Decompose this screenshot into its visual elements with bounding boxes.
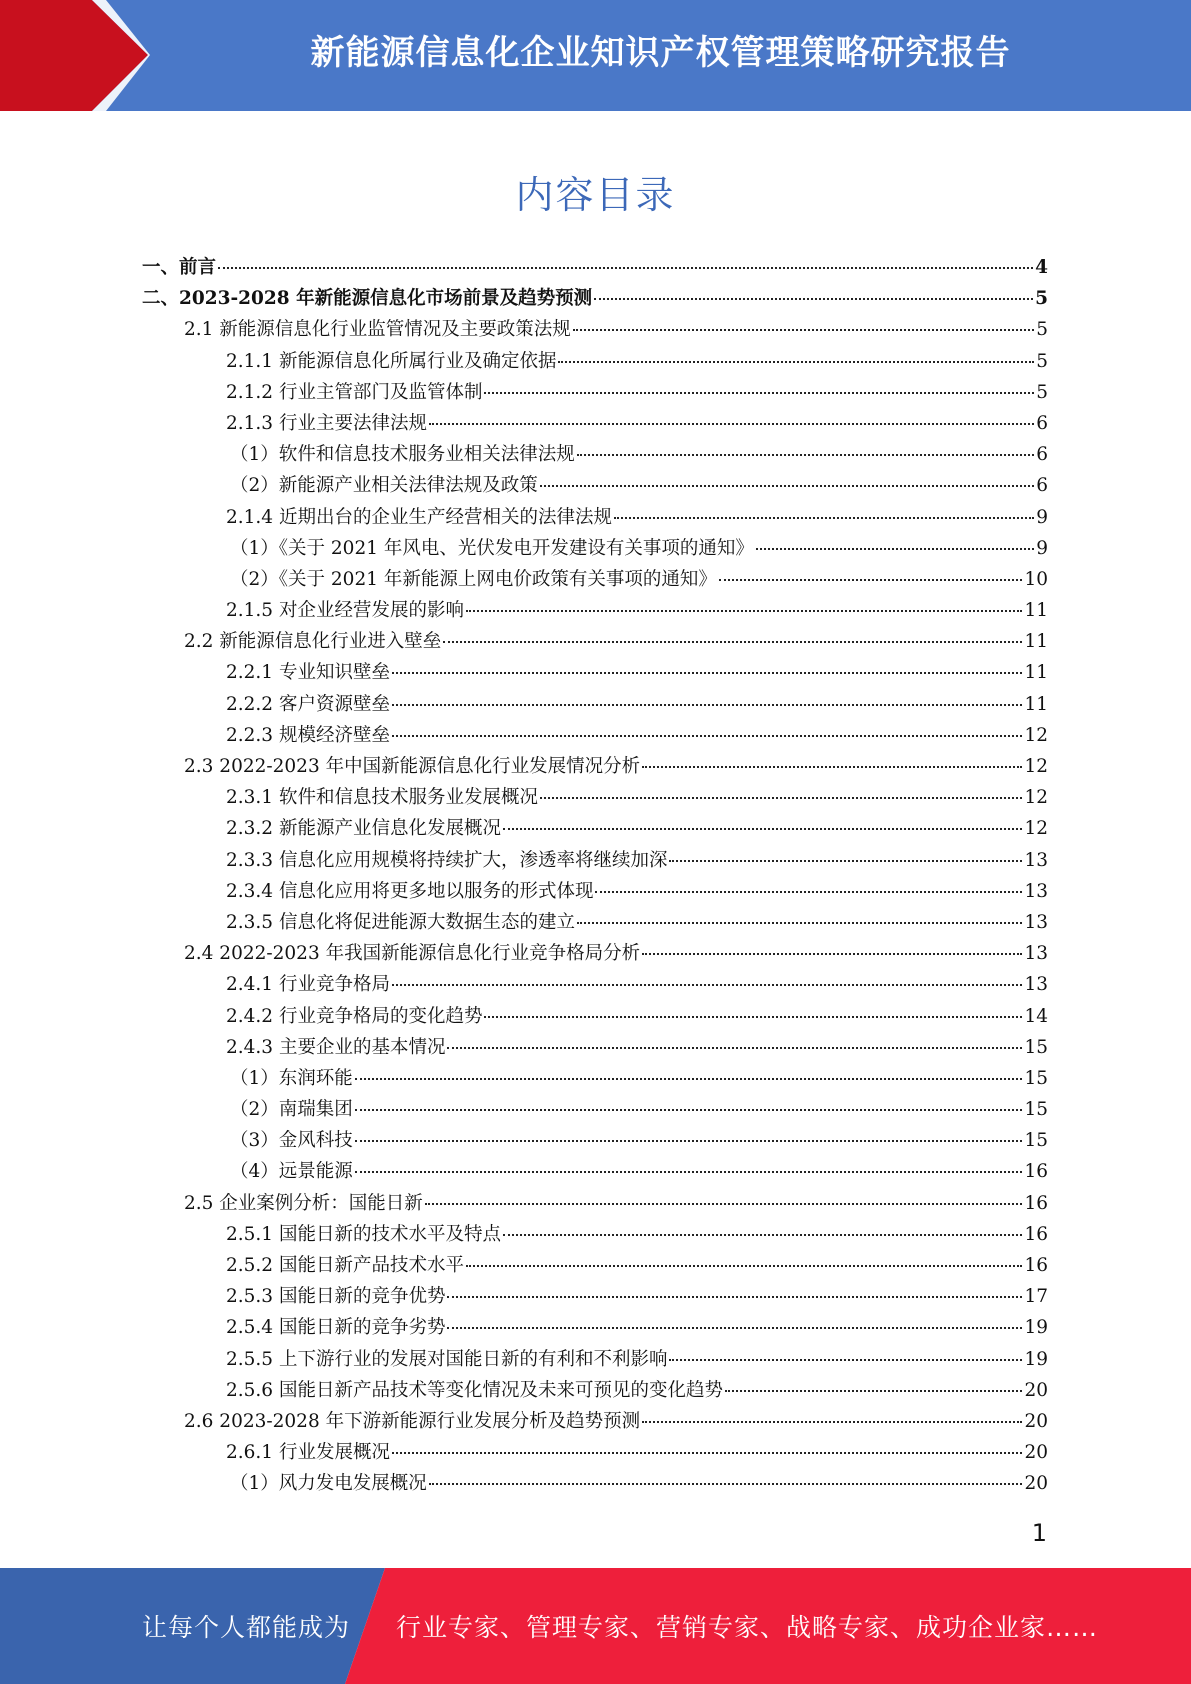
toc-entry-label: 2.1.5 对企业经营发展的影响 [226, 600, 464, 622]
page-footer [0, 1568, 1191, 1684]
toc-entry-label: 2.6.1 行业发展概况 [226, 1442, 390, 1464]
toc-entry-page: 13 [1024, 943, 1048, 965]
toc-entry[interactable] [142, 907, 1048, 938]
toc-entry-label: 2.2.2 客户资源壁垒 [226, 693, 390, 715]
toc-entry[interactable] [142, 938, 1048, 969]
toc-leader-dots [355, 1140, 1023, 1142]
toc-entry-page: 20 [1024, 1442, 1048, 1464]
toc-entry-page: 13 [1024, 849, 1048, 871]
toc-entry[interactable] [142, 1001, 1048, 1032]
toc-entry-page: 13 [1024, 911, 1048, 933]
toc-entry-label: 2.4 2022-2023 年我国新能源信息化行业竞争格局分析 [184, 943, 641, 965]
toc-entry-page: 12 [1024, 756, 1048, 777]
toc-leader-dots [577, 922, 1022, 924]
toc-entry-label: 2.5.2 国能日新产品技术水平 [226, 1255, 464, 1276]
toc-entry-label: 2.4.1 行业竞争格局 [226, 974, 390, 996]
toc-entry-label: （1）《关于 2021 年风电、光伏发电开发建设有关事项的通知》 [230, 537, 754, 559]
toc-entry[interactable] [142, 314, 1048, 345]
toc-leader-dots [577, 454, 1034, 456]
toc-entry[interactable] [142, 1125, 1048, 1156]
toc-leader-dots [594, 298, 1033, 300]
toc-entry-page: 11 [1024, 662, 1048, 684]
toc-entry-page: 9 [1036, 506, 1048, 528]
toc-entry[interactable] [142, 470, 1048, 501]
toc-leader-dots [595, 891, 1022, 893]
toc-leader-dots [447, 1327, 1022, 1329]
toc-entry-label: 2.2 新能源信息化行业进入壁垒 [184, 631, 442, 653]
toc-entry-label: 2.5.5 上下游行业的发展对国能日新的有利和不利影响 [226, 1348, 668, 1370]
toc-entry-label: 2.1.3 行业主要法律法规 [226, 412, 427, 434]
toc-entry-page: 12 [1024, 818, 1048, 840]
toc-entry-page: 12 [1024, 724, 1048, 746]
toc-entry[interactable] [142, 533, 1048, 564]
toc-leader-dots [484, 1016, 1022, 1018]
toc-entry-label: 2.4.3 主要企业的基本情况 [226, 1036, 446, 1058]
toc-entry[interactable] [142, 969, 1048, 1000]
toc-entry[interactable] [142, 657, 1048, 688]
toc-entry-page: 15 [1024, 1130, 1048, 1152]
toc-leader-dots [540, 485, 1034, 487]
toc-entry-page: 6 [1036, 412, 1048, 434]
toc-entry[interactable] [142, 751, 1048, 782]
toc-leader-dots [573, 329, 1034, 331]
footer-slogan: 让每个人都能成为 [142, 1613, 351, 1642]
toc-leader-dots [484, 392, 1034, 394]
toc-entry-label: 2.4.2 行业竞争格局的变化趋势 [226, 1005, 483, 1027]
toc-entry-page: 11 [1024, 600, 1048, 622]
toc-leader-dots [719, 579, 1023, 581]
toc-entry[interactable] [142, 1437, 1048, 1468]
toc-entry-page: 16 [1024, 1161, 1048, 1183]
toc-entry[interactable] [142, 1032, 1048, 1063]
toc-entry[interactable] [142, 1094, 1048, 1125]
toc-leader-dots [725, 1390, 1022, 1392]
toc-entry-label: 2.1.2 行业主管部门及监管体制 [226, 381, 483, 403]
toc-entry[interactable] [142, 1375, 1048, 1406]
toc-entry[interactable] [142, 1250, 1048, 1281]
toc-entry-label: （2）《关于 2021 年新能源上网电价政策有关事项的通知》 [230, 568, 717, 590]
toc-entry-label: 2.6 2023-2028 年下游新能源行业发展分析及趋势预测 [184, 1410, 641, 1432]
toc-entry-label: （2）新能源产业相关法律法规及政策 [230, 475, 538, 497]
toc-entry[interactable] [142, 408, 1048, 439]
toc-entry-label: （4）远景能源 [230, 1161, 353, 1183]
toc-leader-dots [425, 1203, 1023, 1205]
toc-entry-page: 11 [1024, 631, 1048, 653]
toc-leader-dots [429, 1483, 1023, 1485]
toc-entry[interactable] [142, 346, 1048, 377]
toc-entry[interactable] [142, 1312, 1048, 1343]
toc-leader-dots [355, 1078, 1023, 1080]
toc-entry-page: 11 [1024, 693, 1048, 715]
toc-entry-page: 4 [1035, 257, 1048, 278]
toc-entry[interactable] [142, 502, 1048, 533]
toc-entry-label: 2.3 2022-2023 年中国新能源信息化行业发展情况分析 [184, 756, 641, 777]
toc-entry-page: 5 [1035, 288, 1048, 310]
toc-entry-page: 6 [1036, 444, 1048, 466]
page-number: 1 [1031, 1519, 1047, 1547]
toc-leader-dots [355, 1171, 1023, 1173]
toc-entry-page: 14 [1024, 1005, 1048, 1027]
toc-leader-dots [392, 735, 1022, 737]
toc-entry-page: 5 [1036, 350, 1048, 372]
toc-entry-label: （3）金风科技 [230, 1130, 353, 1152]
toc-entry-page: 19 [1024, 1317, 1048, 1339]
toc-entry-page: 16 [1024, 1192, 1048, 1214]
toc-entry-page: 16 [1024, 1223, 1048, 1245]
toc-entry[interactable] [142, 720, 1048, 751]
toc-leader-dots [447, 1296, 1022, 1298]
toc-leader-dots [392, 1452, 1022, 1454]
report-title: 新能源信息化企业知识产权管理策略研究报告 [310, 33, 1011, 73]
toc-entry[interactable] [142, 252, 1048, 283]
toc-entry-label: （1）风力发电发展概况 [230, 1473, 427, 1495]
toc-entry-page: 12 [1024, 787, 1048, 809]
toc-leader-dots [466, 610, 1022, 612]
toc-leader-dots [355, 1109, 1023, 1111]
toc-leader-dots [466, 1265, 1022, 1267]
toc-entry[interactable] [142, 283, 1048, 314]
toc-entry[interactable] [142, 1281, 1048, 1312]
toc-entry-page: 16 [1024, 1255, 1048, 1276]
toc-heading: 内容目录 [515, 173, 676, 217]
toc-entry-page: 20 [1024, 1410, 1048, 1432]
toc-entry-label: 2.5.6 国能日新产品技术等变化情况及未来可预见的变化趋势 [226, 1379, 723, 1401]
toc-entry[interactable] [142, 1188, 1048, 1219]
toc-entry-label: 2.3.2 新能源产业信息化发展概况 [226, 818, 501, 840]
toc-leader-dots [558, 361, 1034, 363]
footer-tagline: 行业专家、管理专家、营销专家、战略专家、成功企业家…… [396, 1613, 1099, 1642]
toc-entry[interactable] [142, 1344, 1048, 1375]
toc-entry-page: 15 [1024, 1036, 1048, 1058]
toc-entry[interactable] [142, 1468, 1048, 1499]
toc-entry-page: 19 [1024, 1348, 1048, 1370]
toc-leader-dots [614, 517, 1034, 519]
table-of-contents [142, 252, 1048, 1500]
toc-entry-label: 2.1.4 近期出台的企业生产经营相关的法律法规 [226, 506, 612, 528]
toc-entry-label: 一、前言 [142, 257, 217, 278]
toc-entry-page: 20 [1024, 1473, 1048, 1495]
toc-leader-dots [642, 766, 1022, 768]
toc-entry-page: 15 [1024, 1099, 1048, 1121]
toc-leader-dots [392, 704, 1022, 706]
toc-entry-label: 2.2.1 专业知识壁垒 [226, 662, 390, 684]
toc-entry-label: 2.5 企业案例分析：国能日新 [184, 1192, 423, 1214]
toc-entry-label: 2.1 新能源信息化行业监管情况及主要政策法规 [184, 319, 571, 341]
toc-entry-label: （1）东润环能 [230, 1067, 353, 1089]
toc-entry[interactable] [142, 439, 1048, 470]
page-header [0, 0, 1191, 111]
toc-leader-dots [642, 953, 1022, 955]
toc-leader-dots [503, 828, 1022, 830]
toc-entry[interactable] [142, 1406, 1048, 1437]
toc-entry-page: 6 [1036, 475, 1048, 497]
toc-entry-page: 9 [1036, 537, 1048, 559]
toc-entry-page: 13 [1024, 880, 1048, 902]
toc-entry-label: 2.3.5 信息化将促进能源大数据生态的建立 [226, 911, 575, 933]
toc-entry-page: 20 [1024, 1379, 1048, 1401]
toc-leader-dots [540, 797, 1022, 799]
toc-entry[interactable] [142, 1156, 1048, 1187]
toc-entry[interactable] [142, 564, 1048, 595]
toc-entry-label: 2.3.4 信息化应用将更多地以服务的形式体现 [226, 880, 594, 902]
toc-leader-dots [218, 267, 1033, 269]
toc-entry-label: （1）软件和信息技术服务业相关法律法规 [230, 444, 575, 466]
toc-entry[interactable] [142, 1219, 1048, 1250]
toc-entry[interactable] [142, 377, 1048, 408]
toc-entry-page: 10 [1024, 568, 1048, 590]
toc-leader-dots [443, 641, 1022, 643]
toc-leader-dots [503, 1234, 1022, 1236]
toc-leader-dots [642, 1421, 1022, 1423]
toc-entry-label: 2.3.3 信息化应用规模将持续扩大，渗透率将继续加深 [226, 849, 668, 871]
toc-entry-label: 2.2.3 规模经济壁垒 [226, 724, 390, 746]
toc-entry-page: 13 [1024, 974, 1048, 996]
toc-entry[interactable] [142, 845, 1048, 876]
toc-entry-label: 2.3.1 软件和信息技术服务业发展概况 [226, 787, 538, 809]
toc-entry[interactable] [142, 626, 1048, 657]
toc-entry-label: 2.1.1 新能源信息化所属行业及确定依据 [226, 350, 557, 372]
toc-entry[interactable] [142, 689, 1048, 720]
toc-leader-dots [447, 1047, 1022, 1049]
toc-entry-label: 二、2023-2028 年新能源信息化市场前景及趋势预测 [142, 288, 593, 310]
toc-leader-dots [392, 672, 1022, 674]
toc-entry[interactable] [142, 813, 1048, 844]
toc-entry-label: 2.5.3 国能日新的竞争优势 [226, 1286, 446, 1308]
toc-leader-dots [669, 860, 1022, 862]
toc-entry-label: （2）南瑞集团 [230, 1099, 353, 1121]
toc-leader-dots [756, 548, 1034, 550]
toc-entry-page: 17 [1024, 1286, 1048, 1308]
toc-entry[interactable] [142, 595, 1048, 626]
toc-entry-label: 2.5.4 国能日新的竞争劣势 [226, 1317, 446, 1339]
toc-leader-dots [669, 1359, 1022, 1361]
toc-entry[interactable] [142, 876, 1048, 907]
toc-leader-dots [392, 984, 1022, 986]
toc-entry[interactable] [142, 1063, 1048, 1094]
toc-leader-dots [429, 423, 1034, 425]
toc-entry-page: 5 [1036, 381, 1048, 403]
toc-entry-page: 5 [1036, 319, 1048, 341]
toc-entry-label: 2.5.1 国能日新的技术水平及特点 [226, 1223, 501, 1245]
toc-entry-page: 15 [1024, 1067, 1048, 1089]
toc-entry[interactable] [142, 782, 1048, 813]
